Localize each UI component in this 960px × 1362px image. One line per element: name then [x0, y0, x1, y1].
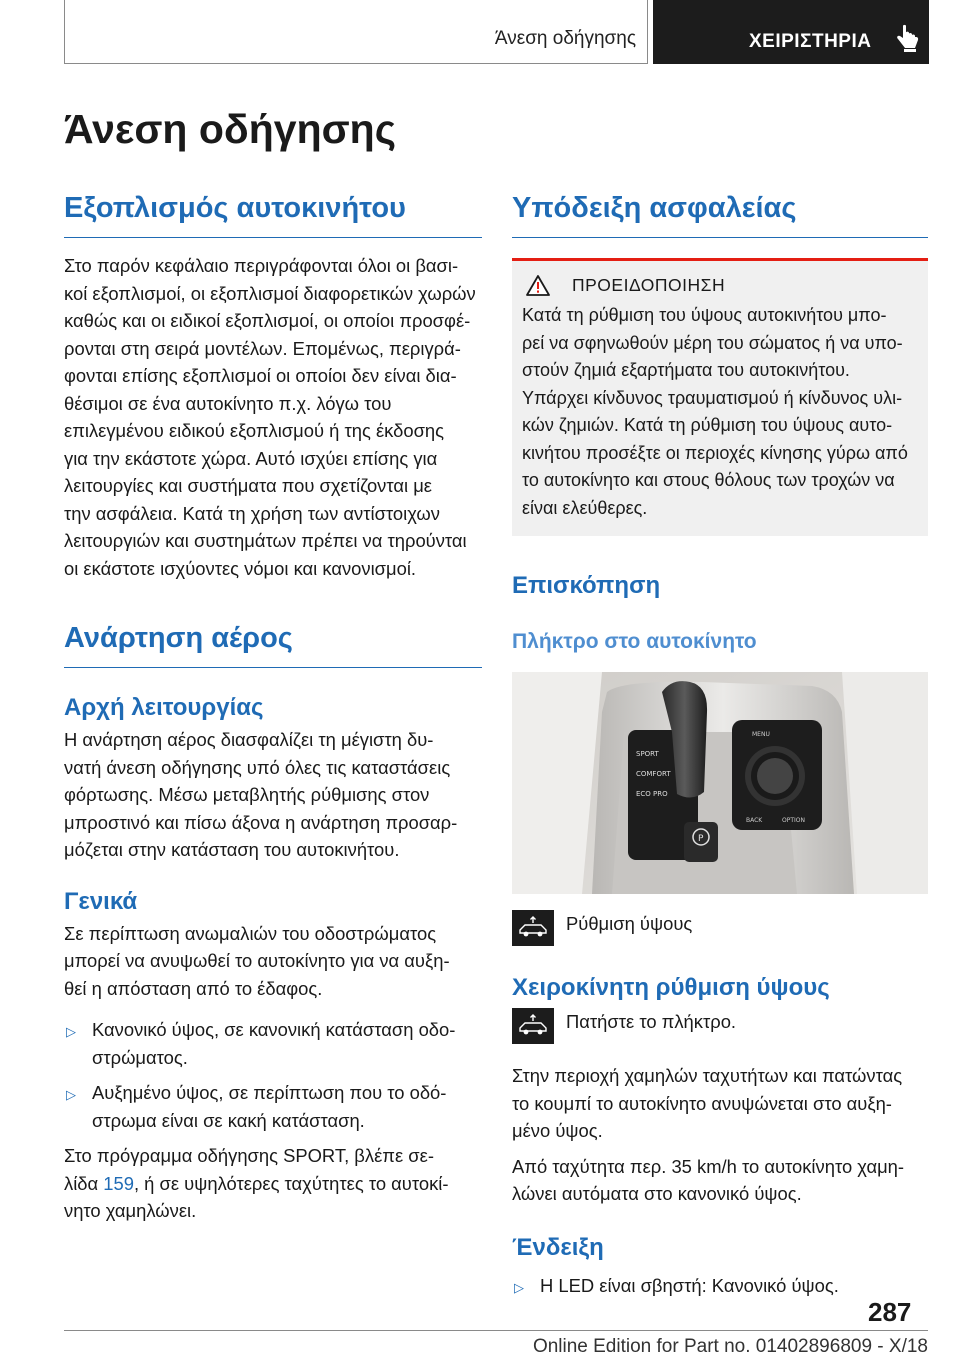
car-height-icon [512, 910, 554, 946]
warning-title: ΠΡΟΕΙΔΟΠΟΙΗΣΗ [572, 275, 726, 295]
car-height-icon [512, 1008, 554, 1044]
equipment-paragraph: Στο παρόν κεφάλαιο περιγράφονται όλοι οι βασι‐ κοί εξοπλισμοί, οι εξοπλισμοί διαφορετικών χωρών καθώς και οι ειδικοί εξοπλισμοί, οι οποίοι προσφέ‐ ρονται στη σειρά μοντέλων. Επομένως, περιγρά‐ φονται επίσης εξοπλισμοί οι οποίοι δεν είναι δια‐ θέσιμοι σε ένα αυτοκίνητο π.χ. λόγω του επιλεγμένου ειδικού εξοπλισμού ή της έκδοσης για την εκάστοτε χώρα. Αυτό ισχύει επίσης για λειτουργίες και συστήματα που σχετίζονται με την ασφάλεια. Κατά τη χρήση των αντίστοιχων λειτουργιών και συστημάτων πρέπει να τηρούνται οι εκάστοτε ισχύοντες νόμοι και κανονισμοί. [64, 255, 476, 579]
photo-label-eco: ECO PRO [636, 790, 668, 798]
header-rule-bottom [64, 63, 648, 64]
header-section-title: Άνεση οδήγησης [494, 28, 636, 49]
page-link-159[interactable]: 159 [103, 1172, 134, 1194]
bullet-raised-height: ▷ Αυξημένο ύψος, σε περίπτωση που το οδό‐ στρωμα είναι σε κακή κατάσταση. [64, 1079, 482, 1134]
principle-paragraph: Η ανάρτηση αέρος διασφαλίζει τη μέγιστη δυ‐ νατή άνεση οδήγησης υπό όλες τις καταστάσεις φόρτωσης. Μέσω μεταβλητής ρύθμισης στον μπροστινό και πίσω άξονα η ανάρτηση προσαρ‐ μόζεται στην κατάσταση του αυτοκινήτου. [64, 729, 458, 860]
speed-paragraph: Από ταχύτητα περ. 35 km/h το αυτοκίνητο χαμη‐ λώνει αυτόματα στο κανονικό ύψος. [512, 1155, 905, 1204]
air-suspension-heading: Ανάρτηση αέρος [64, 622, 482, 668]
footer-edition: Online Edition for Part no. 01402896809 - X/18 [532, 1336, 928, 1357]
press-button-row [512, 1008, 928, 1044]
header-rule-left [64, 0, 65, 64]
low-speed-paragraph: Στην περιοχή χαμηλών ταχυτήτων και πατώντας το κουμπί το αυτοκίνητο ανυψώνεται στο αυξη‐ μένο ύψος. [512, 1065, 903, 1141]
photo-label-comfort: COMFORT [636, 770, 671, 778]
height-button-caption: Ρύθμιση ύψους [566, 913, 693, 934]
general-paragraph: Σε περίπτωση ανωμαλιών του οδοστρώματος μπορεί να ανυψωθεί το αυτοκίνητο για να αυξη‐ θεί η απόσταση από το έδαφος. [64, 922, 450, 999]
photo-label-menu: MENU [752, 731, 770, 738]
photo-label-option: OPTION [782, 817, 805, 824]
footer-rule [64, 1330, 928, 1331]
header-tab[interactable] [653, 0, 929, 64]
warning-triangle-icon [526, 275, 550, 296]
photo-label-back: BACK [746, 817, 763, 824]
principle-heading: Αρχή λειτουργίας [64, 694, 264, 721]
button-in-car-heading: Πλήκτρο στο αυτοκίνητο [512, 630, 757, 653]
safety-heading: Υπόδειξη ασφαλείας [512, 192, 928, 238]
header-rule-divider [647, 0, 648, 64]
page-title: Άνεση οδήγησης [64, 106, 397, 152]
height-button-row [512, 910, 928, 946]
general-heading: Γενικά [64, 887, 138, 915]
triangle-bullet-icon: ▷ [66, 1024, 76, 1039]
press-button-text: Πατήστε το πλήκτρο. [566, 1011, 737, 1032]
manual-height-heading: Χειροκίνητη ρύθμιση ύψους [512, 974, 830, 1001]
left-column [64, 192, 482, 1225]
bullet-indicator: ▷ Η LED είναι σβηστή: Κανονικό ύψος. [512, 1272, 928, 1302]
page-number: 287 [868, 1297, 912, 1327]
overview-heading: Επισκόπηση [512, 572, 661, 599]
triangle-bullet-icon: ▷ [514, 1279, 524, 1295]
triangle-bullet-icon: ▷ [66, 1087, 76, 1102]
warning-box [512, 258, 928, 536]
header-tab-label: ΧΕΙΡΙΣΤΗΡΙΑ [749, 31, 872, 52]
photo-label-sport: SPORT [636, 750, 659, 758]
warning-text: Κατά τη ρύθμιση του ύψους αυτοκινήτου μπο‐ ρεί να σφηνωθούν μέρη του σώματος ή να υπο‐ στούν ζημιά εξαρτήματα του αυτοκινήτου. Υπάρχει κίνδυνος τραυματισμού ή κίνδυνος υλι‐ κών ζημιών. Κατά τη ρύθμιση του ύψους αυτο‐ κινήτου προσέξτε οι περιοχές κίνησης γύρω από το αυτοκίνητο και στους θόλους των τροχών να είναι ελεύθερες. [522, 305, 908, 518]
center-console-photo [512, 672, 928, 894]
sport-paragraph: Στο πρόγραμμα οδήγησης SPORT, βλέπε σε‐ λίδα 159, ή σε υψηλότερες ταχύτητες το αυτοκί‐ νητο χαμηλώνει. [64, 1145, 449, 1221]
indicator-heading: Ένδειξη [512, 1233, 604, 1261]
right-column [512, 192, 928, 1301]
equipment-heading: Εξοπλισμός αυτοκινήτου [64, 192, 482, 238]
hand-pointer-icon [895, 24, 921, 57]
bullet-normal-height: ▷ Κανονικό ύψος, σε κανονική κατάσταση οδο‐ στρώματος. [64, 1016, 482, 1071]
photo-label-p: P [698, 834, 704, 844]
